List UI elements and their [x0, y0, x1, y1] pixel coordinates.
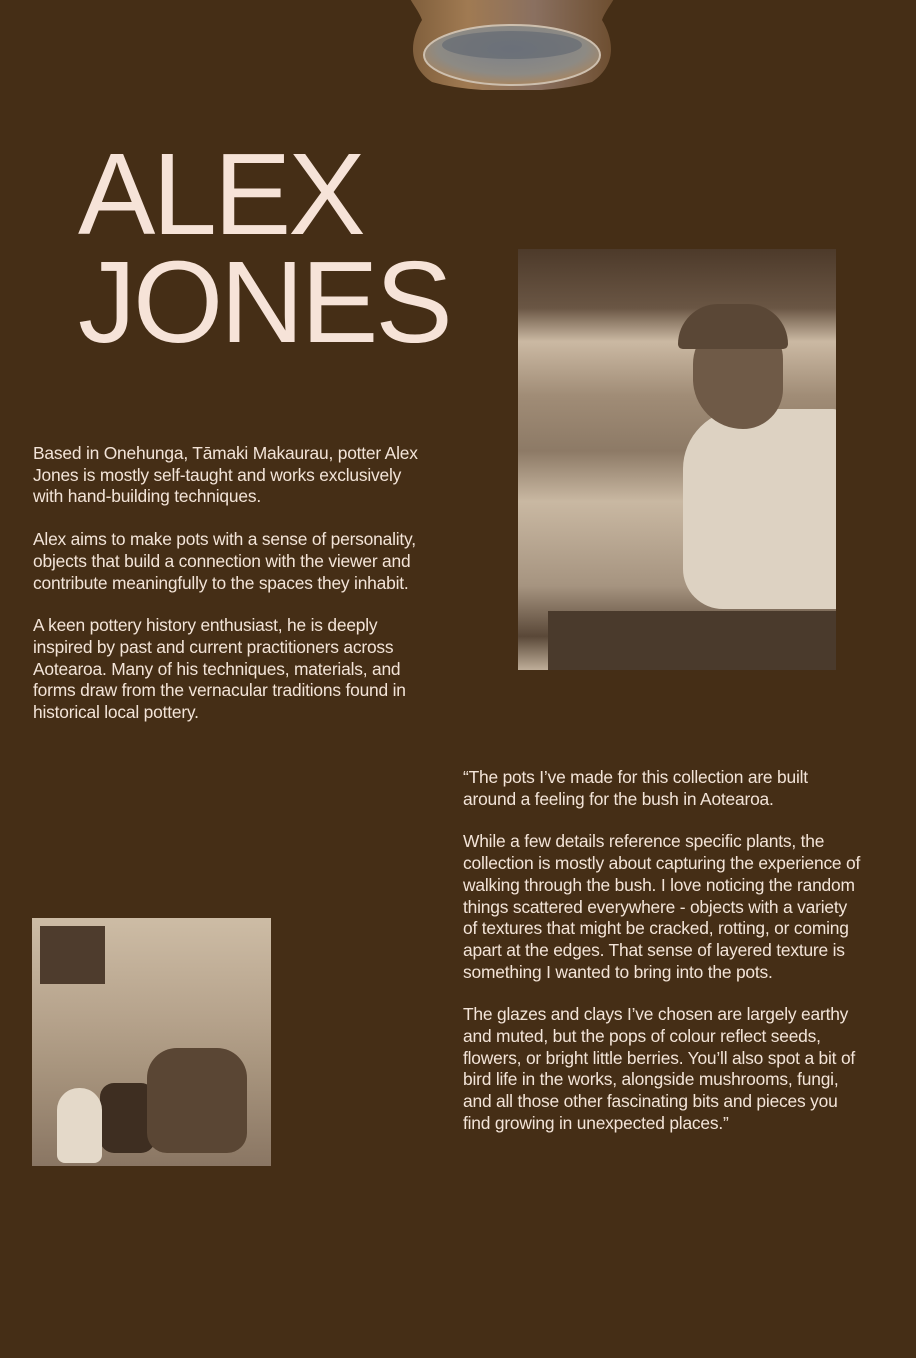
glazed-vase-shape — [147, 1048, 247, 1153]
potter-portrait-image — [518, 249, 836, 670]
artist-name-title — [78, 129, 450, 367]
portrait-shirt-shape — [683, 409, 836, 609]
quote-paragraph: “The pots I’ve made for this collection are built around a feeling for the bush in Aotearoa. — [463, 767, 808, 809]
artist-bio — [33, 443, 423, 745]
kiln-box-shape — [40, 926, 105, 984]
quote-paragraph: The glazes and clays I’ve chosen are largely earthy and muted, but the pops of colour reflect seeds, flowers, or bright little berries. You’ll also spot a bit of bird life in the works, alongside mushrooms, fungi, and all those other fascinating bits and pieces you find growing in unexpected places.” — [463, 1004, 856, 1133]
bio-paragraph: Alex aims to make pots with a sense of personality, objects that build a connection with the viewer and contribute meaningfully to the spaces they inhabit. — [33, 529, 416, 593]
quote-paragraph: While a few details reference specific plants, the collection is mostly about capturing the experience of walking through the bush. I love noticing the random things scattered everywhere - objects with a variety of textures that might be cracked, rotting, or coming apart at the edges. That sense of layered texture is something I wanted to bring into the pots. — [463, 831, 861, 982]
portrait-bench-shape — [548, 611, 836, 670]
white-figure-shape — [57, 1088, 102, 1163]
kiln-pots-image — [32, 918, 271, 1166]
bio-paragraph: Based in Onehunga, Tāmaki Makaurau, potter Alex Jones is mostly self-taught and works exclusively with hand-building techniques. — [33, 443, 418, 507]
portrait-cap-shape — [678, 304, 788, 349]
glazed-pot-image — [392, 0, 632, 90]
bio-paragraph: A keen pottery history enthusiast, he is deeply inspired by past and current practitioners across Aotearoa. Many of his techniques, materials, and forms draw from the vernacular traditions found in historical local pottery. — [33, 615, 406, 723]
title-first-name: ALEX — [78, 129, 363, 259]
title-last-name: JONES — [78, 237, 450, 367]
artist-quote — [463, 767, 863, 1156]
